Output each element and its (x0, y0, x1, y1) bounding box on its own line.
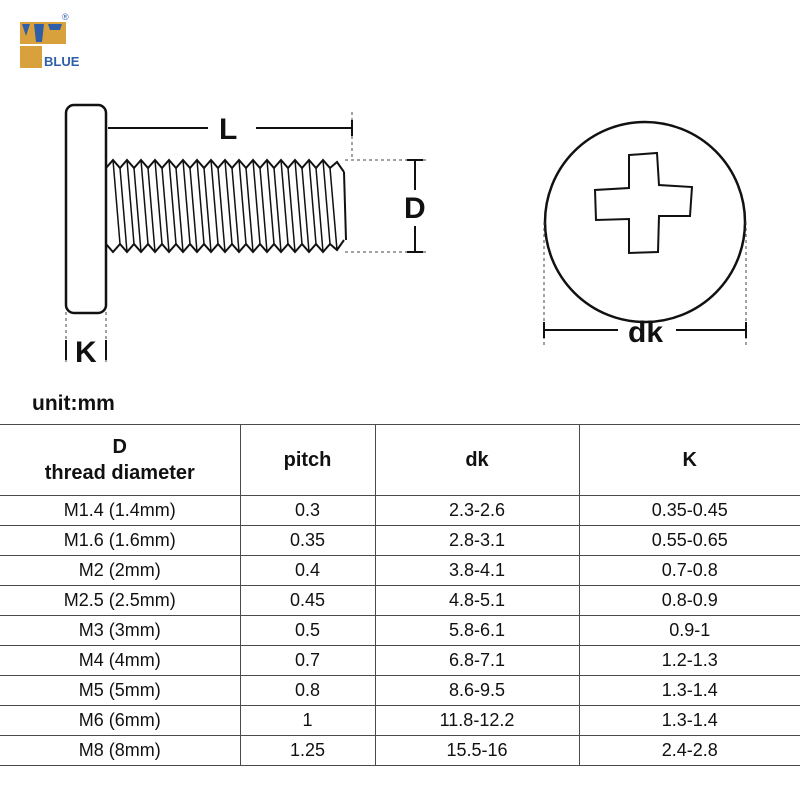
cell-pitch: 0.8 (240, 676, 375, 706)
cell-pitch: 0.4 (240, 556, 375, 586)
cell-pitch: 0.45 (240, 586, 375, 616)
cell-k: 0.55-0.65 (579, 526, 800, 556)
header-dk: dk (375, 425, 579, 496)
table-row (0, 706, 800, 736)
spec-table (0, 424, 800, 766)
cell-dk: 15.5-16 (375, 736, 579, 766)
cell-pitch: 1 (240, 706, 375, 736)
dimension-length (108, 112, 352, 158)
label-head-height: K (75, 336, 97, 369)
brand-logo (20, 12, 80, 69)
table-row (0, 556, 800, 586)
label-length: L (219, 113, 238, 146)
cell-k: 0.35-0.45 (579, 496, 800, 526)
cell-dk: 8.6-9.5 (375, 676, 579, 706)
screw-side-view (66, 105, 346, 313)
dimension-head-height (66, 312, 106, 369)
cell-k: 1.2-1.3 (579, 646, 800, 676)
table-row (0, 616, 800, 646)
cell-dk: 6.8-7.1 (375, 646, 579, 676)
cell-thread-diameter: M8 (8mm) (0, 736, 240, 766)
cell-thread-diameter: M3 (3mm) (0, 616, 240, 646)
cell-thread-diameter: M2 (2mm) (0, 556, 240, 586)
cell-pitch: 0.3 (240, 496, 375, 526)
table-row (0, 676, 800, 706)
cell-k: 1.3-1.4 (579, 676, 800, 706)
cell-thread-diameter: M1.6 (1.6mm) (0, 526, 240, 556)
header-line: thread diameter (44, 462, 195, 484)
cell-thread-diameter: M5 (5mm) (0, 676, 240, 706)
cell-dk: 3.8-4.1 (375, 556, 579, 586)
cell-k: 0.8-0.9 (579, 586, 800, 616)
cell-thread-diameter: M4 (4mm) (0, 646, 240, 676)
table-row (0, 526, 800, 556)
cell-thread-diameter: M2.5 (2.5mm) (0, 586, 240, 616)
cell-thread-diameter: M6 (6mm) (0, 706, 240, 736)
thread-helix-lines (113, 160, 337, 252)
cell-k: 0.7-0.8 (579, 556, 800, 586)
cell-dk: 5.8-6.1 (375, 616, 579, 646)
table-body (0, 496, 800, 766)
logo-text: BLUE (44, 54, 80, 69)
cell-pitch: 1.25 (240, 736, 375, 766)
cell-pitch: 0.7 (240, 646, 375, 676)
cell-dk: 2.8-3.1 (375, 526, 579, 556)
cell-k: 1.3-1.4 (579, 706, 800, 736)
table-row (0, 736, 800, 766)
screw-head-side (66, 105, 106, 313)
table-row (0, 586, 800, 616)
cell-k: 2.4-2.8 (579, 736, 800, 766)
screw-diagram (0, 0, 800, 390)
dimension-diameter (345, 160, 426, 252)
cell-thread-diameter: M1.4 (1.4mm) (0, 496, 240, 526)
cell-dk: 2.3-2.6 (375, 496, 579, 526)
header-k: K (579, 425, 800, 496)
cell-pitch: 0.35 (240, 526, 375, 556)
header-line: D (112, 436, 127, 458)
header-thread-diameter (0, 425, 240, 496)
cell-pitch: 0.5 (240, 616, 375, 646)
label-head-diameter: dk (628, 316, 664, 349)
table-row (0, 496, 800, 526)
table-row (0, 646, 800, 676)
cell-dk: 11.8-12.2 (375, 706, 579, 736)
unit-label: unit:mm (32, 392, 115, 415)
logo-block-bottom (20, 46, 42, 68)
screw-tip (344, 172, 346, 240)
label-diameter: D (404, 192, 426, 225)
registered-mark: ® (62, 12, 69, 22)
screw-head-top-view (545, 122, 745, 322)
header-pitch: pitch (240, 425, 375, 496)
cell-k: 0.9-1 (579, 616, 800, 646)
cell-dk: 4.8-5.1 (375, 586, 579, 616)
table-header-row (0, 425, 800, 496)
